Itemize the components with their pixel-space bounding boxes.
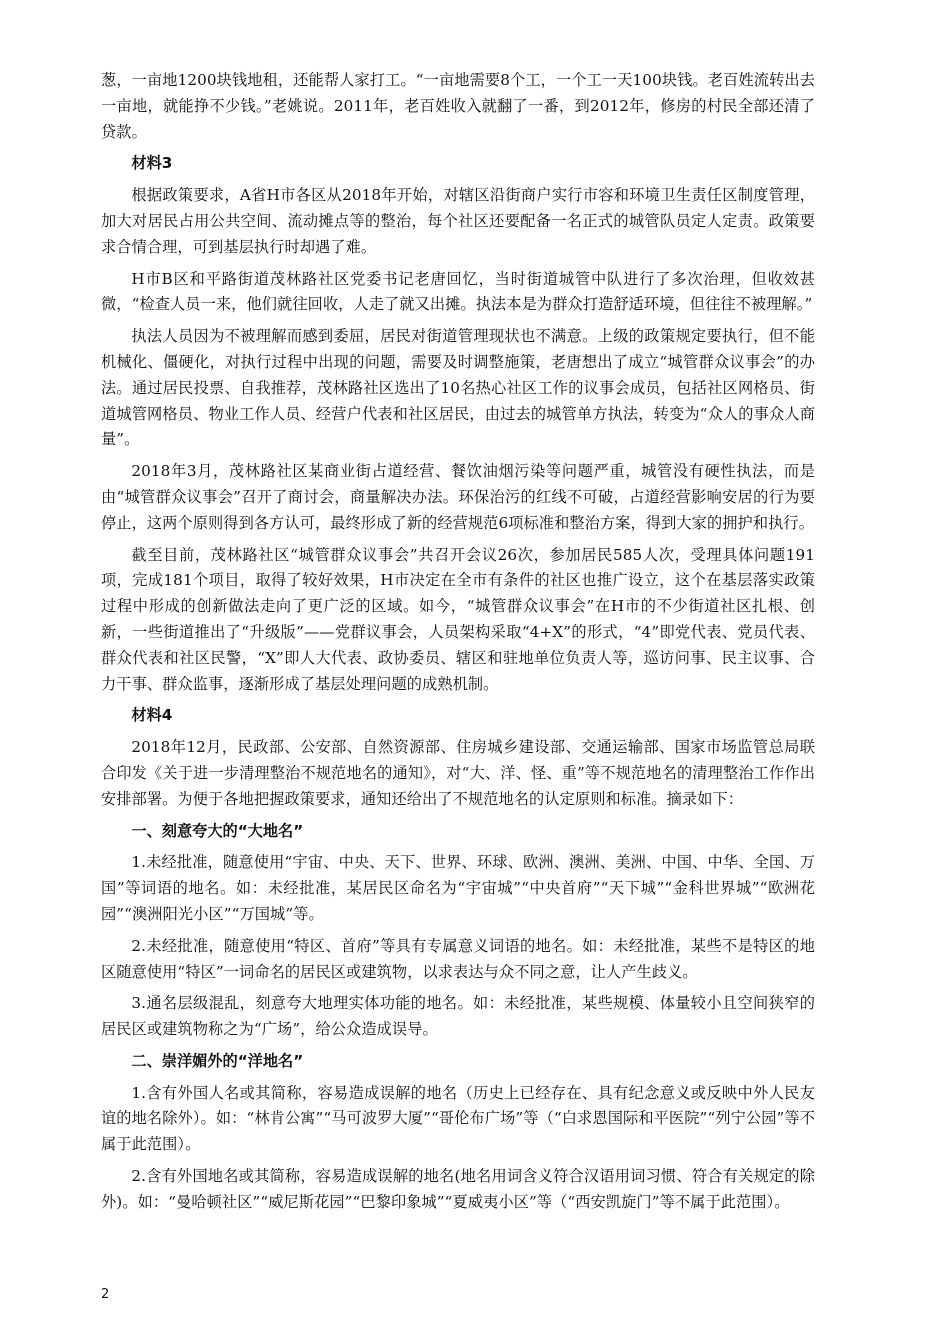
page-number: 2 [101,1287,110,1302]
paragraph: 截至目前，茂林路社区“城管群众议事会”共召开会议26次，参加居民585人次，受理具体问题191项，完成181个项目，取得了较好效果，H市决定在全市有条件的社区也推广设立，这个在基层落实政策过程中形成的创新做法走向了更广泛的区域。如今，“城管群众议事会”在H市的不少街道社区扎根、创新，一些街道推出了“升级版”——党群议事会，人员架构采取“4+X”的形式，“4”即党代表、党员代表、群众代表和社区民警，“X”即人大代表、政协委员、辖区和驻地单位负责人等，巡访问事、民主议事、合力干事、群众监事，逐渐形成了基层处理问题的成熟机制。 [101,545,815,693]
list-item: 1.含有外国人名或其简称，容易造成误解的地名（历史上已经存在、具有纪念意义或反映中外人民友谊的地名除外）。如：“林肯公寓”“马可波罗大厦”“哥伦布广场”等（“白求恩国际和平医院”“列宁公园”等不属于此范围）。 [101,1083,815,1154]
paragraph: 执法人员因为不被理解而感到委屈，居民对街道管理现状也不满意。上级的政策规定要执行，但不能机械化、僵硬化，对执行过程中出现的问题，需要及时调整施策，老唐想出了成立“城管群众议事会”的办法。通过居民投票、自我推荐，茂林路社区选出了10名热心社区工作的议事会成员，包括社区网格员、街道城管网格员、物业工作人员、经营户代表和社区居民，由过去的城管单方执法，转变为“众人的事众人商量”。 [101,327,815,449]
list-item: 2.含有外国地名或其简称，容易造成误解的地名(地名用词含义符合汉语用词习惯、符合有关规定的除外)。如：“曼哈顿社区”“威尼斯花园”“巴黎印象城”“夏威夷小区”等（“西安凯旋门”等不属于此范围）。 [101,1167,815,1211]
paragraph: H市B区和平路街道茂林路社区党委书记老唐回忆，当时街道城管中队进行了多次治理，但收效甚微，“检查人员一来，他们就往回收，人走了就又出摊。执法本是为群众打造舒适环境，但往往不被理解。” [101,269,815,314]
paragraph: 2018年3月，茂林路社区某商业街占道经营、餐饮油烟污染等问题严重，城管没有硬性执法，而是由“城管群众议事会”召开了商讨会，商量解决办法。环保治污的红线不可破，占道经营影响安居的行为要停止，这两个原则得到各方认可，最终形成了新的经营规范6项标准和整治方案，得到大家的拥护和执行。 [101,462,815,532]
document-body [101,68,815,1222]
section-heading-material-3: 材料3 [131,154,173,173]
paragraph: 根据政策要求，A省H市各区从2018年开始，对辖区沿街商户实行市容和环境卫生责任区制度管理，加大对居民占用公共空间、流动摊点等的整治，每个社区还要配备一名正式的城管队员定人定责。政策要求合情合理，可到基层执行时却遇了难。 [101,186,815,256]
list-item: 1.未经批准，随意使用“宇宙、中央、天下、世界、环球、欧洲、澳洲、美洲、中国、中华、全国、万国”等词语的地名。如：未经批准，某居民区命名为“宇宙城”“中央首府”“天下城”“金科世界城”“欧洲花园”“澳洲阳光小区”“万国城”等。 [101,853,815,923]
subheading-foreign-place-names: 二、崇洋媚外的“洋地名” [131,1051,304,1070]
section-heading-material-4: 材料4 [131,706,173,725]
list-item: 2.未经批准，随意使用“特区、首府”等具有专属意义词语的地名。如：未经批准，某些不是特区的地区随意使用“特区”一词命名的居民区或建筑物，以求表达与众不同之意，让人产生歧义。 [101,936,815,981]
subheading-big-place-names: 一、刻意夸大的“大地名” [131,821,304,840]
paragraph: 2018年12月，民政部、公安部、自然资源部、住房城乡建设部、交通运输部、国家市场监管总局联合印发《关于进一步清理整治不规范地名的通知》，对“大、洋、怪、重”等不规范地名的清理整治工作作出安排部署。为便于各地把握政策要求，通知还给出了不规范地名的认定原则和标准。摘录如下： [101,738,815,808]
list-item: 3.通名层级混乱，刻意夸大地理实体功能的地名。如：未经批准，某些规模、体量较小且空间狭窄的居民区或建筑物称之为“广场”，给公众造成误导。 [101,994,815,1039]
paragraph-continued: 葱，一亩地1200块钱地租，还能帮人家打工。“一亩地需要8个工，一个工一天100块钱。老百姓流转出去一亩地，就能挣不少钱。”老姚说。2011年，老百姓收入就翻了一番，到2012年，修房的村民全部还清了贷款。 [101,71,815,141]
